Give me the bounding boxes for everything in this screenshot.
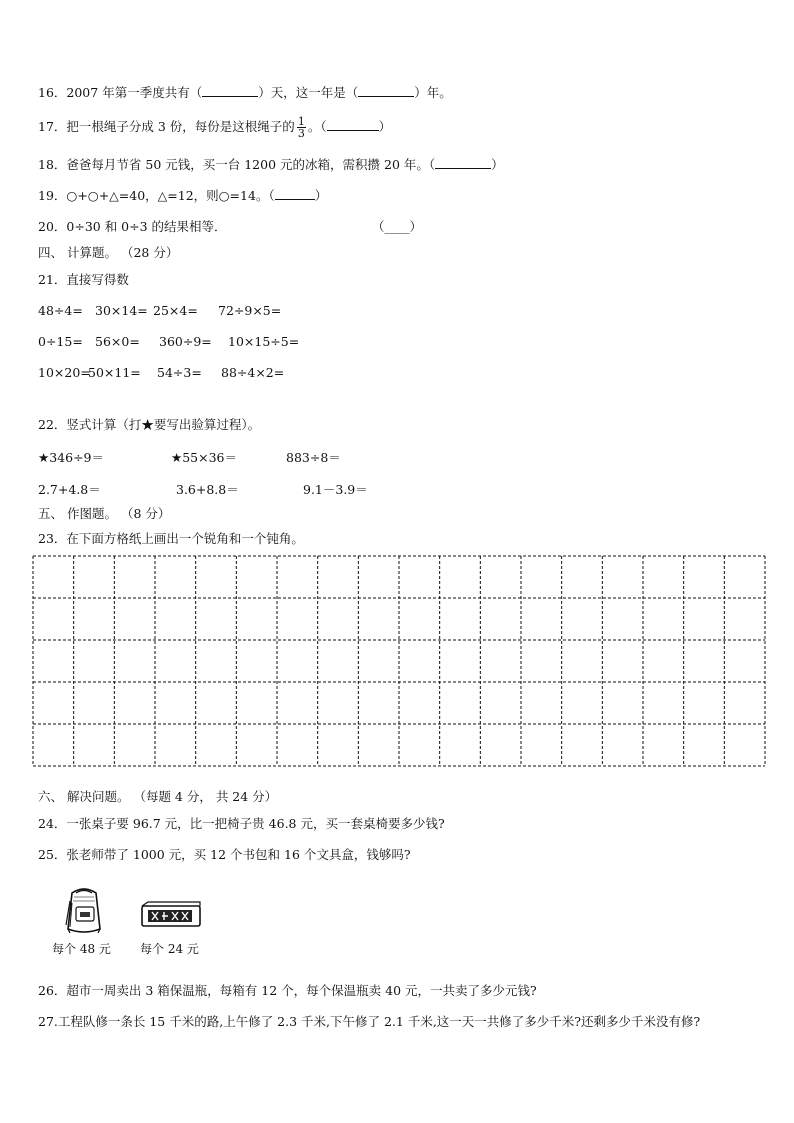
fraction-numerator: 1 [297, 115, 305, 128]
question-25: 25．张老师带了 1000 元，买 12 个书包和 16 个文具盒，钱够吗? [38, 847, 411, 862]
calc-item: 25×4= [153, 303, 198, 318]
q22-title: 22．竖式计算（打★要写出验算过程）。 [38, 417, 261, 432]
vertical-calc-item: 2.7+4.8＝ [38, 482, 101, 497]
vertical-calc-item: 9.1－3.9＝ [303, 482, 368, 497]
q19-text: 19．○+○+△=40，△=12，则○=14。（ [38, 188, 275, 203]
calc-item: 50×11= [88, 365, 141, 380]
calc-item: 10×15÷5= [228, 334, 300, 349]
backpack-icon [58, 885, 110, 937]
q18-text-2: ） [491, 157, 504, 172]
answer-blank[interactable] [202, 84, 258, 97]
q17-text: 17．把一根绳子分成 3 份，每份是这根绳子的 [38, 119, 295, 134]
vertical-calc-item: ★55×36＝ [171, 450, 237, 465]
q18-text: 18．爸爸每月节省 50 元钱，买一台 1200 元的冰箱，需积攒 20 年。（ [38, 157, 436, 172]
q17-text-2: 。（ [307, 119, 327, 134]
q16-text: 16．2007 年第一季度共有（ [38, 85, 203, 100]
calc-item: 54÷3= [157, 365, 202, 380]
q16-text-2: ）天，这一年是（ [258, 85, 359, 100]
q20-paren[interactable]: （____） [372, 219, 423, 234]
question-27: 27.工程队修一条长 15 千米的路,上午修了 2.3 千米,下午修了 2.1 千米,这一天一共修了多少千米?还剩多少千米没有修? [38, 1014, 701, 1029]
question-16 [38, 84, 452, 101]
q21-title: 21．直接写得数 [38, 272, 129, 287]
backpack-price: 每个 48 元 [52, 942, 111, 956]
vertical-calc-item: 3.6+8.8＝ [176, 482, 239, 497]
q17-text-3: ） [378, 119, 392, 134]
pencil-case-price: 每个 24 元 [140, 942, 199, 956]
question-20 [38, 219, 227, 235]
answer-blank[interactable] [358, 84, 414, 97]
question-19 [38, 187, 327, 204]
question-18 [38, 156, 504, 173]
question-26: 26．超市一周卖出 3 箱保温瓶，每箱有 12 个，每个保温瓶卖 40 元，一共卖了多少元钱? [38, 983, 537, 998]
question-23: 23．在下面方格纸上画出一个锐角和一个钝角。 [38, 531, 304, 546]
q19-text-2: ） [314, 188, 328, 203]
grid-paper[interactable] [32, 555, 766, 767]
question-17 [38, 116, 391, 139]
section-5-title: 五、 作图题。 （8 分） [38, 506, 171, 521]
vertical-calc-item: 883÷8＝ [286, 450, 341, 465]
vertical-calc-item: ★346÷9＝ [38, 450, 104, 465]
pencil-case-icon [140, 900, 202, 930]
section-6-title: 六、 解决问题。 （每题 4 分， 共 24 分） [38, 789, 278, 804]
q20-text: 20．0÷30 和 0÷3 的结果相等． [38, 219, 227, 234]
calc-item: 56×0= [95, 334, 140, 349]
answer-blank[interactable] [435, 156, 491, 169]
calc-item: 360÷9= [159, 334, 212, 349]
calc-item: 88÷4×2= [221, 365, 285, 380]
calc-item: 30×14= [95, 303, 148, 318]
q16-text-3: ）年。 [414, 85, 452, 100]
answer-blank[interactable] [275, 187, 315, 200]
answer-blank[interactable] [327, 118, 379, 131]
question-24: 24．一张桌子要 96.7 元，比一把椅子贵 46.8 元，买一套桌椅要多少钱? [38, 816, 445, 831]
calc-item: 72÷9×5= [218, 303, 282, 318]
calc-item: 0÷15= [38, 334, 83, 349]
calc-item: 10×20= [38, 365, 91, 380]
fraction-denominator: 3 [297, 127, 305, 140]
calc-item: 48÷4= [38, 303, 83, 318]
section-4-title: 四、 计算题。 （28 分） [38, 245, 179, 260]
fraction-one-third [297, 116, 306, 139]
